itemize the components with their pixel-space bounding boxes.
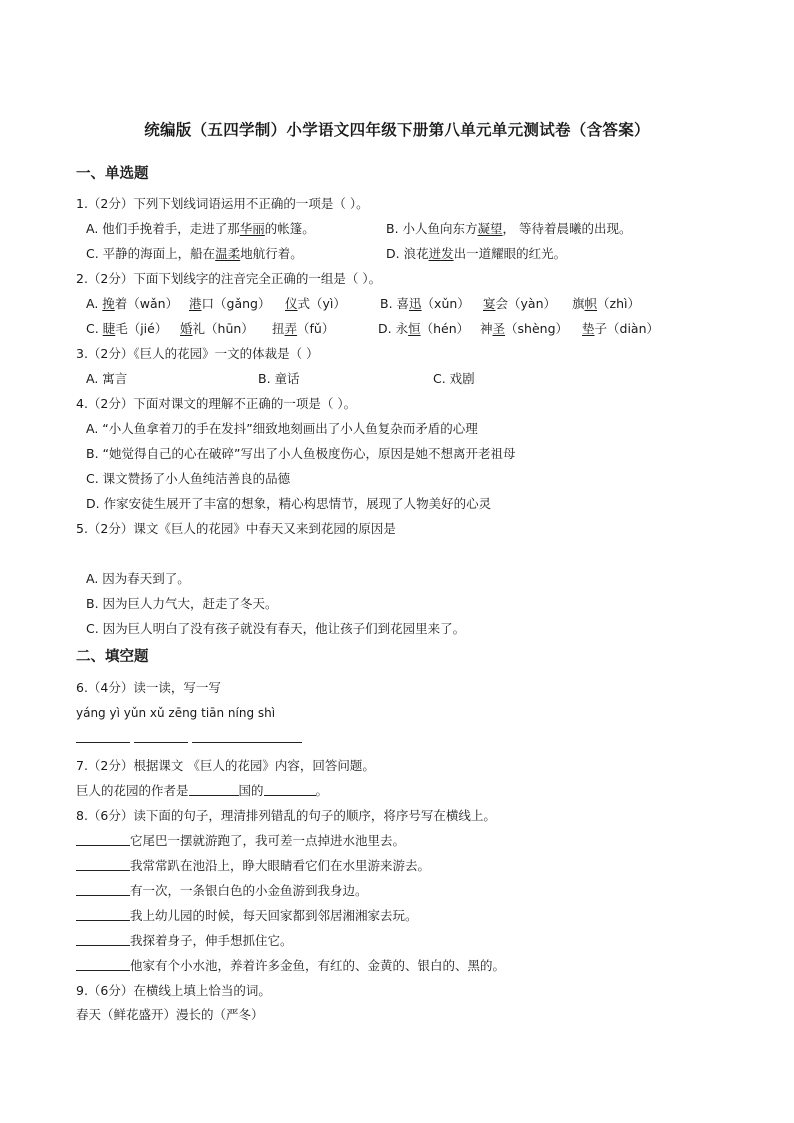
question-5-stem: 5.（2分）课文《巨人的花园》中春天又来到花园的原因是 — [76, 521, 396, 536]
section-heading-single-choice: 一、单选题 — [76, 166, 149, 182]
question-2-option-d: D. 永恒（hén） — [378, 321, 470, 336]
answer-blank[interactable] — [76, 857, 130, 871]
question-8-sentence: 有一次，一条银白色的小金鱼游到我身边。 — [76, 882, 368, 900]
question-2-option-d-word-3: 垫子（diàn） — [582, 321, 660, 336]
page-title: 统编版（五四学制）小学语文四年级下册第八单元单元测试卷（含答案） — [144, 121, 650, 139]
question-2-option-b-word-2: 宴会（yàn） — [483, 296, 556, 311]
question-1-option-d: D. 浪花迸发出一道耀眼的红光。 — [386, 246, 567, 261]
question-5-option-b: B. 因为巨人力气大，赶走了冬天。 — [86, 596, 278, 611]
question-8-sentence: 他家有个小水池，养着许多金鱼，有红的、金黄的、银白的、黑的。 — [76, 957, 505, 975]
answer-blank[interactable] — [76, 907, 130, 921]
question-2-option-c-word-2: 婚礼（hūn） — [180, 321, 254, 336]
answer-blank[interactable] — [264, 782, 316, 796]
question-8-sentence: 它尾巴一摆就游跑了，我可差一点掉进水池里去。 — [76, 832, 405, 850]
answer-blank[interactable] — [134, 729, 188, 743]
question-3-option-b: B. 童话 — [258, 371, 300, 386]
question-1-option-b: B. 小人鱼向东方凝望， 等待着晨曦的出现。 — [386, 221, 632, 236]
question-2-option-c: C. 睫毛（jié） — [86, 321, 168, 336]
question-1-stem: 1.（2分）下列下划线词语运用不正确的一项是（ ）。 — [76, 196, 369, 211]
question-2-option-a: A. 挽着（wǎn） — [86, 296, 179, 311]
question-2-option-b: B. 喜迅（xǔn） — [380, 296, 470, 311]
question-8-stem: 8.（6分）读下面的句子，理清排列错乱的句子的顺序，将序号写在横线上。 — [76, 808, 496, 823]
question-6-answer-blanks — [76, 729, 302, 747]
answer-blank[interactable] — [76, 882, 130, 896]
question-2-option-a-word-3: 仪式（yì） — [285, 296, 346, 311]
section-heading-fill-in: 二、填空题 — [76, 649, 149, 665]
question-7-stem: 7.（2分）根据课文 《巨人的花园》内容，回答问题。 — [76, 758, 375, 773]
question-9-stem: 9.（6分）在横线上填上恰当的词。 — [76, 983, 271, 998]
question-2-stem: 2.（2分）下面下划线字的注音完全正确的一组是（ ）。 — [76, 271, 382, 286]
question-4-option-d: D. 作家安徒生展开了丰富的想象，精心构思情节，展现了人物美好的心灵 — [86, 496, 492, 511]
answer-blank[interactable] — [192, 729, 302, 743]
question-8-sentence: 我常常趴在池沿上，睁大眼睛看它们在水里游来游去。 — [76, 857, 430, 875]
answer-blank[interactable] — [76, 932, 130, 946]
question-6-pinyin: yáng yì yǔn xǔ zēng tiān níng shì — [76, 706, 276, 720]
question-4-option-b: B. “她觉得自己的心在破碎”写出了小人鱼极度伤心，原因是她不想离开老祖母 — [86, 446, 516, 461]
question-1-option-c: C. 平静的海面上，船在温柔地航行着。 — [86, 246, 303, 261]
question-7-answer-line: 巨人的花园的作者是 国的 。 — [76, 783, 329, 798]
question-2-option-d-word-2: 神圣（shèng） — [480, 321, 569, 336]
answer-blank[interactable] — [76, 729, 130, 743]
question-5-option-a: A. 因为春天到了。 — [86, 571, 190, 586]
question-8-sentence: 我上幼儿园的时候，每天回家都到邻居湘湘家去玩。 — [76, 907, 418, 925]
question-1-option-a: A. 他们手挽着手，走进了那华丽的帐篷。 — [86, 221, 315, 236]
question-3-stem: 3.（2分）《巨人的花园》一文的体裁是（ ） — [76, 346, 319, 361]
answer-blank[interactable] — [76, 957, 130, 971]
answer-blank[interactable] — [189, 782, 239, 796]
question-4-stem: 4.（2分）下面对课文的理解不正确的一项是（ ）。 — [76, 396, 357, 411]
question-3-option-c: C. 戏剧 — [433, 371, 475, 386]
question-3-option-a: A. 寓言 — [86, 371, 128, 386]
question-8-sentence: 我探着身子，伸手想抓住它。 — [76, 932, 293, 950]
question-2-option-a-word-2: 港口（gǎng） — [189, 296, 271, 311]
question-2-option-c-word-3: 扭弄（fǔ） — [272, 321, 335, 336]
question-2-option-b-word-3: 旗帜（zhì） — [572, 296, 640, 311]
question-9-line: 春天（鲜花盛开）漫长的（严冬） — [76, 1007, 264, 1022]
question-6-stem: 6.（4分）读一读，写一写 — [76, 680, 221, 695]
question-4-option-a: A. “小人鱼拿着刀的手在发抖”细致地刻画出了小人鱼复杂而矛盾的心理 — [86, 421, 478, 436]
question-5-option-c: C. 因为巨人明白了没有孩子就没有春天，他让孩子们到花园里来了。 — [86, 621, 466, 636]
question-4-option-c: C. 课文赞扬了小人鱼纯洁善良的品德 — [86, 471, 291, 486]
answer-blank[interactable] — [76, 832, 130, 846]
